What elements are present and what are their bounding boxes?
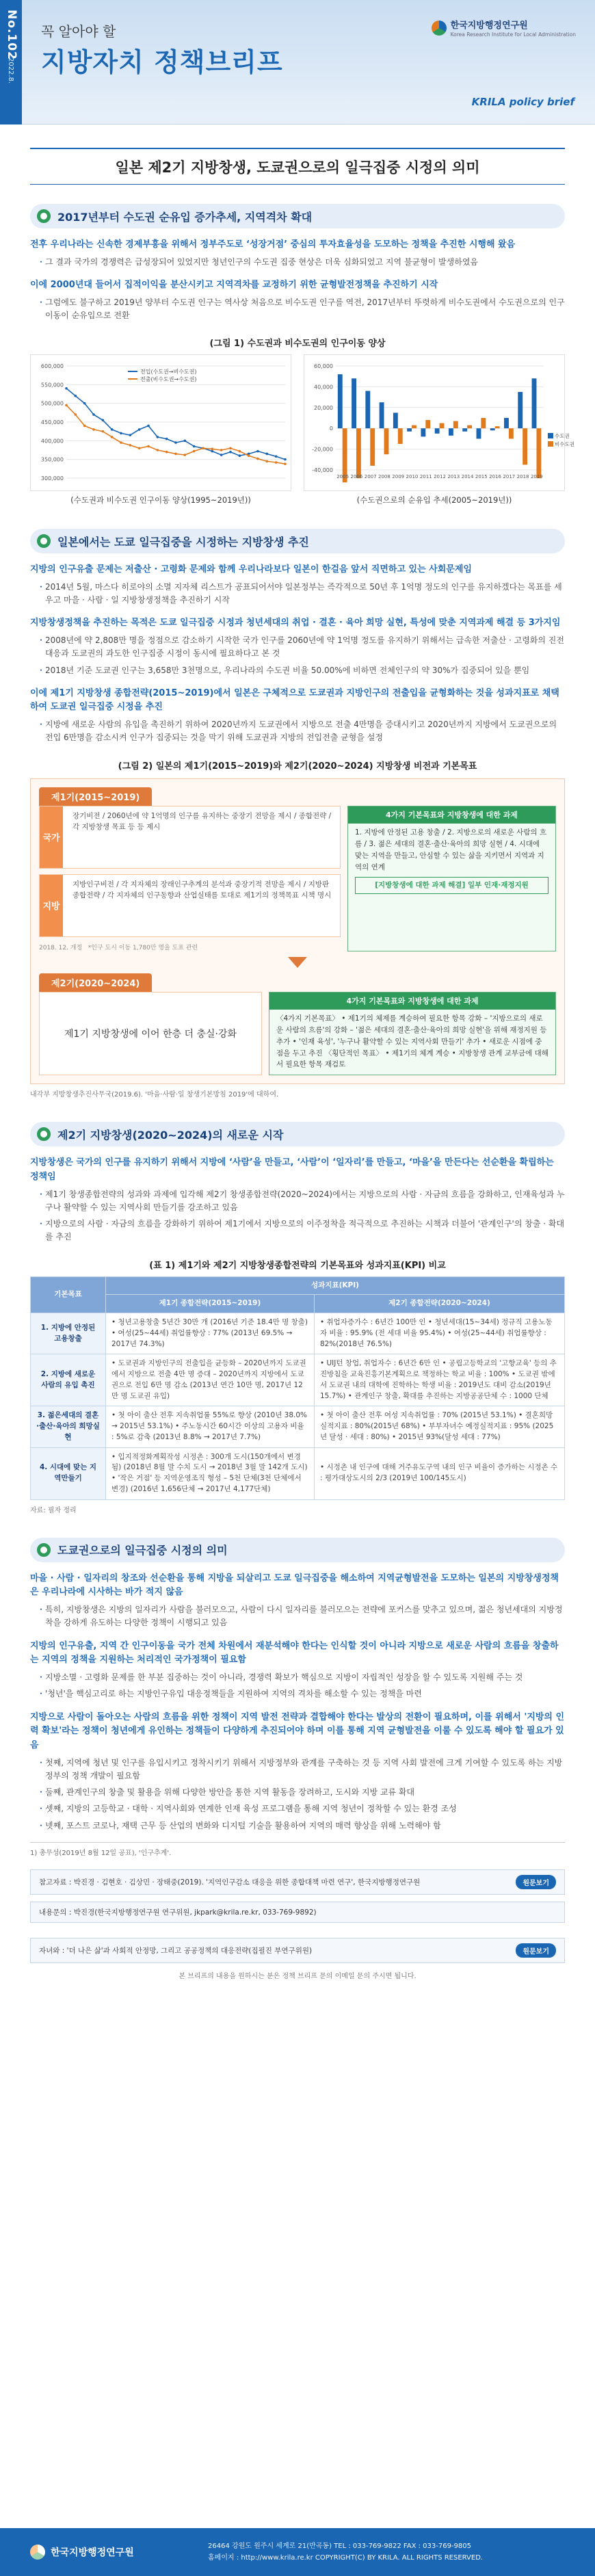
data-point bbox=[266, 460, 269, 463]
table-cell: • UIJ턴 창업, 취업자수 : 6년간 6만 인 • 공립고등학교의 '고향교육' 등의 추진방침을 교육진흥기본계획으로 책정하는 학교 비율 : 100% • 도쿄권 밖에서 도쿄권 내의 대학에 진학하는 학생 비율 : 2019년도 대비 감소(2019년 15.7%) • 관계인구 창출, 확대를 추진하는 지방공공단체 수 : 1000 단체 bbox=[314, 1354, 564, 1406]
goals-footer: [지방창생에 대한 과제 해결] 일부 인재·재정지원 bbox=[355, 877, 548, 894]
issue-date: 2022.8. bbox=[7, 57, 14, 84]
org-name: 한국지방행정연구원 bbox=[450, 21, 528, 31]
section-heading bbox=[30, 204, 565, 228]
table-cell-goal: 3. 젊은세대의 결혼·출산·육아의 희망실현 bbox=[31, 1406, 106, 1447]
period-1-levels bbox=[39, 806, 341, 951]
data-point bbox=[83, 402, 86, 405]
y-tick-label: 450,000 bbox=[40, 419, 64, 426]
inquiry-box bbox=[30, 1902, 565, 1923]
x-tick-label: 2017 bbox=[503, 474, 516, 480]
y-tick-label: 550,000 bbox=[40, 382, 64, 389]
bullet-text: ・ '청년'을 핵심고리로 하는 지방인구유입 대응정책들을 지원하여 지역의 격차를 해소할 수 있는 정책을 마련 bbox=[30, 1687, 565, 1700]
data-point bbox=[174, 441, 177, 444]
kpi-table bbox=[30, 1276, 565, 1500]
org-logo bbox=[432, 18, 576, 38]
period-2-text: 제1기 지방창생에 이어 한층 더 충실·강화 bbox=[64, 1028, 237, 1040]
section-heading bbox=[30, 1122, 565, 1146]
data-point bbox=[211, 450, 214, 453]
section-heading-text: 2017년부터 수도권 순유입 증가추세, 지역격차 확대 bbox=[57, 210, 313, 224]
data-point bbox=[83, 425, 86, 428]
data-point bbox=[239, 450, 241, 453]
y-tick-label: 350,000 bbox=[40, 456, 64, 463]
bullet-icon bbox=[37, 1127, 51, 1141]
section-2 bbox=[30, 529, 565, 1099]
data-point bbox=[184, 440, 187, 443]
figure-source: 내각부 지방창생추진사무국(2019.6). '마을·사람·일 창생기본방침 2019'에 대하여. bbox=[30, 1091, 279, 1099]
y-tick-label: -20,000 bbox=[312, 446, 333, 453]
data-point bbox=[275, 461, 278, 464]
data-point bbox=[193, 445, 196, 448]
goals-heading: 4가지 기본목표와 지방창생에 대한 과제 bbox=[269, 993, 555, 1010]
x-tick-label: 2013 bbox=[447, 474, 460, 480]
bar bbox=[490, 428, 495, 430]
data-point bbox=[166, 438, 168, 441]
bullet-text: ・ 그 결과 국가의 경쟁력은 급성장되어 있었지만 청년인구의 수도권 집중 현상은 더욱 심화되었고 지역 불균형이 발생하였음 bbox=[30, 256, 565, 269]
bullet-text: ・ 첫째, 지역에 청년 및 인구를 유입시키고 정착시키기 위해서 지방정부와 관계를 구축하는 것 등 지역 사회 발전에 크게 기여할 수 있도록 하는 지방정부의 정책 개발이 필요함 bbox=[30, 1757, 565, 1783]
view-original-button[interactable]: 원문보기 bbox=[516, 1943, 556, 1958]
bar bbox=[509, 428, 514, 438]
goals-list: 1. 지방에 안정된 고용 창출 / 2. 지방으로의 새로운 사람의 흐름 / 3. 젊은 세대의 결혼·출산·육아의 희망 실현 / 4. 시대에 맞는 지역을 만들고, 안심할 수 있는 삶을 지키면서 지역과 지역의 연계 bbox=[355, 828, 547, 871]
bar bbox=[356, 428, 361, 478]
lead-text: 지방의 인구유출, 지역 간 인구이동을 국가 전체 차원에서 재분석해야 한다는 인식할 것이 아니라 지방으로 새로운 사람의 흐름을 창출하는 지역의 정책을 지원하는 처리적인 국가정책이 필요함 bbox=[30, 1640, 559, 1666]
x-tick-label: 2014 bbox=[461, 474, 474, 480]
diagram-note-1: 2018. 12. 개정 bbox=[39, 944, 83, 951]
org-english-name: Korea Research Institute for Local Administration bbox=[450, 31, 576, 38]
x-tick-label: 2012 bbox=[434, 474, 446, 480]
section-1 bbox=[30, 204, 574, 505]
subscription-note: 본 브리프의 내용을 원하시는 분은 정책 브리프 문의 이메일 문의 주시면 됩니다. bbox=[178, 1972, 416, 1980]
bar bbox=[532, 378, 537, 428]
data-point bbox=[220, 449, 223, 451]
bar bbox=[365, 391, 370, 429]
bullet-icon bbox=[37, 534, 51, 548]
bullet-text: ・ 셋째, 지방의 고등학교 · 대학 · 지역사회와 연계한 인재 육성 프로그램을 통해 지역 청년이 정착할 수 있는 환경 조성 bbox=[30, 1802, 565, 1815]
legend-swatch bbox=[548, 441, 553, 447]
bar bbox=[477, 428, 481, 438]
y-tick-label: 20,000 bbox=[314, 404, 333, 411]
bar bbox=[384, 428, 389, 454]
lead-text: 전후 우리나라는 신속한 경제부흥을 위해서 정부주도로 ‘성장거점’ 중심의 투자효율성을 도모하는 정책을 추진한 시행해 왔음 bbox=[30, 239, 516, 250]
bullet-text: ・ 둘째, 관계인구의 창출 및 활용을 위해 다양한 방안을 통한 지역 활동을 장려하고, 도시와 지방 교류 확대 bbox=[30, 1786, 565, 1799]
figure-title: (그림 2) 일본의 제1기(2015~2019)와 제2기(2020~2024) 지방창생 비전과 기본목표 bbox=[118, 761, 477, 772]
data-point bbox=[220, 454, 223, 456]
data-point bbox=[248, 455, 250, 458]
reference-box bbox=[30, 1869, 565, 1895]
goals-heading: 4가지 기본목표와 지방창생에 대한 과제 bbox=[348, 806, 555, 824]
data-point bbox=[157, 436, 159, 438]
bullet-text: ・ 지방에 새로운 사람의 유입을 촉진하기 위하여 2020년까지 도쿄권에서 지방으로 전출 4만명을 증대시키고 2020년까지 지방에서 도쿄권으로의 전입 6만명을 감소시켜 인구가 집중되는 것을 막기 위해 도쿄권과 지방의 전입전출 균형을 설정 bbox=[30, 718, 565, 744]
lead-text: 이에 2000년대 들어서 집적이익을 분산시키고 지역격차를 교정하기 위한 균형발전정책을 추진하기 시작 bbox=[30, 279, 438, 290]
bar bbox=[462, 428, 467, 432]
bullet-text: ・ 지방으로의 사람 · 자금의 흐름을 강화하기 위하여 제1기에서 지방으로의 이주정착을 적극적으로 추진하는 시책과 더불어 '관계인구'의 창출 · 확대를 추진 bbox=[30, 1218, 565, 1244]
table-header-goal: 기본목표 bbox=[31, 1276, 106, 1313]
x-tick-label: 2010 bbox=[406, 474, 419, 480]
footer-info bbox=[208, 2540, 483, 2564]
data-point bbox=[157, 449, 159, 451]
footer-web: 홈페이지 : http://www.krila.re.kr COPYRIGHT(C) BY KRILA. ALL RIGHTS RESERVED. bbox=[208, 2554, 484, 2562]
bar-chart bbox=[304, 354, 574, 491]
data-point bbox=[120, 432, 122, 435]
inquiry-text: 내용문의 : 박진경(한국지방행정연구원 연구위원, jkpark@krila.re.kr, 033-769-9892) bbox=[39, 1908, 317, 1917]
data-point bbox=[75, 395, 77, 397]
legend-label: 수도권 bbox=[555, 433, 570, 440]
goals-list: 〈4가지 기본목표〉 • 제1기의 체제를 계승하여 필요한 항목 강화 – '지방으로의 새로운 사람의 흐름'의 강화 – '젊은 세대의 결혼·출산·육아의 희망 실현'을 위해 재정지원 등 추가 • '인재 육성', '누구나 활약할 수 있는 지역사회 만들기' 추가 • 새로운 시점에 중점을 두고 추진 〈횡단적인 목표〉 • 제1기의 체계 계승 • 지방창생 관계 교부금에 대해서 필요한 항목 재검토 bbox=[276, 1014, 548, 1069]
local-text: 지방인구비전 / 각 지자체의 장래인구추계의 분석과 중장기적 전망을 제시 / 지방판 종합전략 / 각 지자체의 인구동향과 산업실태를 토대로 제1기의 정책목표 시책 명시 bbox=[72, 880, 332, 899]
x-tick-label: 2011 bbox=[419, 474, 432, 480]
y-tick-label: 300,000 bbox=[40, 475, 64, 482]
data-point bbox=[102, 419, 105, 422]
issue-strip bbox=[0, 0, 22, 124]
data-point bbox=[102, 430, 105, 433]
vision-diagram bbox=[30, 778, 565, 1085]
bar bbox=[421, 428, 425, 436]
table-header-kpi: 성과지표(KPI) bbox=[106, 1276, 565, 1295]
data-point bbox=[256, 458, 259, 460]
x-tick-label: 2007 bbox=[364, 474, 377, 480]
footer bbox=[0, 2528, 595, 2576]
table-cell: • 취업자증가수 : 6년간 100만 인 • 청년세대(15~34세) 정규직 고용노동자 비율 : 95.9% (전 세대 비율 95.4%) • 여성(25~44세) 취업률향상 : 82%(2018년 76.5%) bbox=[314, 1313, 564, 1354]
national-label: 국가 bbox=[40, 806, 63, 868]
bar bbox=[370, 428, 375, 466]
chart-left bbox=[30, 354, 291, 505]
data-point bbox=[256, 450, 259, 453]
bullet-text: ・ 특히, 지방창생은 지방의 일자리가 사람을 불러모으고, 사람이 다시 일자리를 불러모으는 전략에 포커스를 맞추고 있으며, 젊은 청년세대의 지방정착을 강하게 유도하는 다양한 정책이 시행되고 있음 bbox=[30, 1603, 565, 1629]
bar bbox=[412, 425, 416, 429]
data-point bbox=[193, 450, 196, 453]
data-point bbox=[129, 444, 132, 447]
y-tick-label: 60,000 bbox=[314, 363, 333, 370]
issue-number: No.102 bbox=[5, 10, 18, 60]
period-1-tag: 제1기(2015~2019) bbox=[39, 787, 152, 806]
table-cell-goal: 2. 지방에 새로운 사람의 유입 촉진 bbox=[31, 1354, 106, 1406]
table-cell: • 첫 아이 출산 전후 지속취업률 55%로 향상 (2010년 38.0% → 2015년 53.1%) • 주노동시간 60시간 이상의 고용자 비율 : 5%로 감축 (2013년 8.8% → 2017년 7.7%) bbox=[106, 1406, 315, 1447]
data-point bbox=[129, 434, 132, 436]
y-tick-label: 40,000 bbox=[314, 384, 333, 391]
table-cell: • 시정촌 내 인구에 대해 거주유도구역 내의 인구 비율이 증가하는 시정촌 수 : 평가대상도시의 2/3 (2019년 100/145도시) bbox=[314, 1447, 564, 1499]
figure-title: (그림 1) 수도권과 비수도권의 인구이동 양상 bbox=[209, 339, 386, 350]
bullet-text: ・ 2008년에 약 2,808만 명을 정점으로 감소하기 시작한 국가 인구를 2060년에 약 1억명 정도를 유지하기 위해서는 급속한 저출산 · 고령화의 진전 대응과 도쿄권의 과도한 인구집중 시정이 동시에 필요하다고 본 것 bbox=[30, 634, 565, 660]
header bbox=[0, 0, 595, 124]
related-box bbox=[30, 1938, 565, 1963]
bullet-text: ・ 2018년 기준 도쿄권 인구는 3,658만 3천명으로, 우리나라의 수도권 비율 50.00%에 비하면 전체인구의 약 30%가 집중되어 있을 뿐임 bbox=[30, 664, 565, 677]
bullet-text: ・ 2014년 5월, 마스다 히로야의 소멸 지자체 리스트가 공표되어서야 일본정부는 즉각적으로 50년 후 1억명 정도의 인구를 유지하겠다는 목표를 세우고 마을 · 사람 · 일 지방창생정책을 추진하기 시작 bbox=[30, 581, 565, 607]
local-label: 지방 bbox=[40, 875, 63, 936]
bar bbox=[495, 426, 500, 428]
header-subtitle: 꼭 알아야 할 bbox=[41, 23, 116, 40]
main-title: 일본 제2기 지방창생, 도쿄권으로의 일극집중 시정의 의미 bbox=[30, 148, 565, 185]
data-point bbox=[284, 458, 287, 461]
bar bbox=[380, 402, 384, 428]
table-cell: • 첫 아이 출산 전후 여성 지속취업률 : 70% (2015년 53.1%) • 결혼희망실적지표 : 80%(2015년 68%) • 부부자녀수 예정실적지표 : 95% (2025년 달성 · 세대 : 80%) • 2015년 93%(달성 세대 : 77%) bbox=[314, 1406, 564, 1447]
lead-text: 지방의 인구유출 문제는 저출산 · 고령화 문제와 함께 우리나라보다 일본이 한걸음 앞서 직면하고 있는 사회문제임 bbox=[30, 564, 472, 575]
section-heading-text: 제2기 지방창생(2020~2024)의 새로운 시작 bbox=[57, 1128, 284, 1142]
table-row bbox=[31, 1406, 565, 1447]
bar bbox=[449, 428, 453, 436]
y-tick-label: 0 bbox=[329, 425, 333, 432]
data-point bbox=[229, 447, 232, 450]
data-point bbox=[75, 413, 77, 416]
view-original-button[interactable]: 원문보기 bbox=[516, 1875, 556, 1889]
table-row bbox=[31, 1447, 565, 1499]
footnote: 1) 총무성(2019년 8월 12일 공표), '인구추계'. bbox=[30, 1842, 565, 1857]
bar bbox=[481, 418, 486, 428]
local-box bbox=[39, 874, 341, 937]
diagram-note-2: *인구 도시 이동 1,780만 명을 도표 관련 bbox=[88, 944, 198, 951]
lead-text: 지방창생은 국가의 인구를 유지하기 위해서 지방에 ‘사람’을 만들고, ‘사람’이 ‘일자리’를 만들고, ‘마을’을 만든다는 선순환을 확립하는 정책임 bbox=[30, 1157, 554, 1183]
data-point bbox=[184, 454, 187, 456]
table-cell: • 도쿄권과 지방인구의 전출입을 균등화 – 2020년까지 도쿄권에서 지방으로 전출 4만 명 증대 – 2020년까지 지방에서 도쿄권으로 전입 6만 명 감소 (2013년 연간 10만 명, 2017년 12만 명 도쿄권 유입) bbox=[106, 1354, 315, 1406]
bullet-icon bbox=[37, 1543, 51, 1557]
footer-org-name: 한국지방행정연구원 bbox=[51, 2547, 134, 2558]
national-box bbox=[39, 806, 341, 869]
section-heading-text: 일본에서는 도쿄 일극집중을 시정하는 지방창생 추진 bbox=[57, 535, 309, 549]
legend-label: 전출(비수도권→수도권) bbox=[140, 376, 197, 383]
bar bbox=[523, 428, 527, 464]
bullet-text: ・ 지방소멸 · 고령화 문제를 한 부분 집중하는 것이 아니라, 경쟁력 확보가 핵심으로 지방이 자립적인 성장을 할 수 있도록 지원해 주는 것 bbox=[30, 1671, 565, 1684]
bar bbox=[440, 423, 445, 429]
table-cell-goal: 4. 시대에 맞는 지역만들기 bbox=[31, 1447, 106, 1499]
national-text: 장기비전 / 2060년에 약 1억명의 인구를 유지하는 중장기 전망을 제시 / 종합전략 / 각 지방창생 목표 등 등 제시 bbox=[72, 811, 332, 831]
footer-address: 26464 강원도 원주시 세계로 21(반곡동) TEL : 033-769-9822 FAX : 033-769-9805 bbox=[208, 2542, 471, 2550]
bar bbox=[338, 374, 343, 428]
bar bbox=[407, 428, 412, 432]
table-header-p1: 제1기 종합전략(2015~2019) bbox=[106, 1295, 315, 1313]
section-heading bbox=[30, 1538, 565, 1562]
bullet-icon bbox=[37, 209, 51, 223]
x-tick-label: 2016 bbox=[489, 474, 501, 480]
y-tick-label: 600,000 bbox=[40, 363, 64, 370]
brand-label: KRILA policy brief bbox=[471, 96, 574, 108]
data-point bbox=[65, 387, 68, 390]
period-2-tag: 제2기(2020~2024) bbox=[39, 973, 152, 992]
data-point bbox=[166, 451, 168, 454]
chart-caption: (수도권과 비수도권 인구이동 양상(1995~2019년)) bbox=[70, 495, 251, 505]
arrow-down-icon bbox=[288, 957, 307, 968]
section-heading bbox=[30, 529, 565, 553]
x-tick-label: 2019 bbox=[530, 474, 543, 480]
data-point bbox=[239, 455, 241, 458]
data-point bbox=[138, 428, 141, 431]
data-point bbox=[147, 425, 150, 428]
bar bbox=[425, 420, 430, 428]
bar bbox=[467, 425, 472, 429]
org-logo-icon bbox=[432, 21, 447, 36]
section-4 bbox=[30, 1538, 565, 1980]
data-point bbox=[275, 456, 278, 458]
data-point bbox=[229, 451, 232, 454]
data-point bbox=[211, 448, 214, 451]
lead-text: 이에 제1기 지방창생 종합전략(2015~2019)에서 일본은 구체적으로 도쿄권과 지방인구의 전출입을 균형화하는 것을 성과지표로 채택하여 도쿄권 일극집중 시정을 추진 bbox=[30, 687, 559, 713]
data-point bbox=[284, 463, 287, 466]
bullet-text: ・ 넷째, 포스트 코로나, 재택 근무 등 산업의 변화와 디지털 기술을 활용하여 지역의 매력 향상을 위해 노력해야 함 bbox=[30, 1819, 565, 1832]
period-1-row bbox=[39, 806, 556, 951]
reference-text: 참고자료 : 박진경 · 김현호 · 김상민 · 장태중(2019). '지역인구감소 대응을 위한 종합대책 마련 연구', 한국지방행정연구원 bbox=[39, 1878, 421, 1887]
legend-label: 비수도권 bbox=[555, 441, 574, 448]
line-chart bbox=[30, 354, 291, 491]
header-title: 지방자치 정책브리프 bbox=[41, 47, 283, 77]
chart-right bbox=[304, 354, 574, 505]
table-cell: • 입지적정화계획작성 시정촌 : 300개 도시(150개에서 변경됨) (2018년 8월 말 수치 도시 → 2018년 3월 말 142개 도시) • '작은 거점' 등 지역운영조직 형성 – 5천 단체(3천 단체에서 변경) (2016년 1,656단체 → 2017년 4,177단체) bbox=[106, 1447, 315, 1499]
table-cell: • 청년고용창출 5년간 30만 개 (2016년 기준 18.4만 명 창출) • 여성(25~44세) 취업률향상 : 77% (2013년 69.5% → 2017년 74.3%) bbox=[106, 1313, 315, 1354]
bar bbox=[504, 418, 509, 428]
y-tick-label: -40,000 bbox=[312, 467, 333, 474]
x-tick-label: 2009 bbox=[392, 474, 405, 480]
section-heading-text: 도쿄권으로의 일극집중 시정의 의미 bbox=[57, 1544, 228, 1558]
figure-charts bbox=[30, 354, 574, 505]
series-line bbox=[66, 406, 285, 464]
period-2-goals bbox=[269, 992, 556, 1076]
chart-caption: (수도권으로의 순유입 추세(2005~2019년)) bbox=[356, 495, 512, 505]
bar bbox=[393, 413, 398, 429]
period-2-row bbox=[39, 992, 556, 1076]
data-point bbox=[202, 447, 204, 450]
x-tick-label: 2018 bbox=[516, 474, 529, 480]
section-3 bbox=[30, 1122, 565, 1514]
x-tick-label: 2006 bbox=[350, 474, 363, 480]
diagram-note bbox=[39, 943, 341, 951]
y-tick-label: 400,000 bbox=[40, 438, 64, 445]
x-tick-label: 2008 bbox=[378, 474, 391, 480]
related-text: 자녀와 : '더 나은 삶'과 사회적 안정망, 그리고 공공정책의 대응전략(집필진 부연구위원) bbox=[39, 1946, 313, 1955]
bar bbox=[398, 428, 403, 444]
table-source: 자료: 필자 정리 bbox=[30, 1506, 77, 1514]
footer-logo bbox=[30, 2545, 208, 2560]
data-point bbox=[111, 436, 114, 438]
bar bbox=[536, 428, 541, 478]
table-cell-goal: 1. 지방에 안정된 고용창출 bbox=[31, 1313, 106, 1354]
series-line bbox=[66, 389, 285, 460]
bar bbox=[518, 392, 523, 428]
y-tick-label: 500,000 bbox=[40, 400, 64, 407]
org-logo-icon bbox=[30, 2545, 45, 2560]
bar bbox=[453, 421, 458, 429]
data-point bbox=[147, 445, 150, 448]
data-point bbox=[174, 453, 177, 456]
table-row bbox=[31, 1313, 565, 1354]
data-point bbox=[138, 447, 141, 450]
table-row bbox=[31, 1354, 565, 1406]
data-point bbox=[120, 441, 122, 444]
x-tick-label: 2015 bbox=[475, 474, 488, 480]
x-tick-label: 2005 bbox=[336, 474, 349, 480]
lead-text: 지방으로 사람이 돌아오는 사람의 흐름을 위한 정책이 지역 발전 전략과 결합해야 한다는 발상의 전환이 필요하며, 이를 위해서 '지방의 인력 확보'라는 정책이 청년에게 유인하는 정책들이 다양하게 추진되어야 하며 이를 통해 지역 균형발전을 이룰 수 있도록 해야 할 필요가 있음 bbox=[30, 1711, 565, 1751]
data-point bbox=[92, 428, 95, 431]
bar bbox=[352, 378, 356, 428]
bullet-text: ・ 제1기 창생종합전략의 성과와 과제에 입각해 제2기 창생종합전략(2020~2024)에서는 지방으로의 사람 · 자금의 흐름을 강화하고, 인재육성과 누구나 활약할 수 있는 지역사회 만들기를 강조하고 있음 bbox=[30, 1188, 565, 1214]
period-2-box bbox=[39, 992, 262, 1076]
lead-text: 지방창생정책을 추진하는 목적은 도쿄 일극집중 시정과 청년세대의 취업 · 결혼 · 육아 희망 실현, 특성에 맞춘 지역과제 해결 등 3가지임 bbox=[30, 618, 561, 629]
bullet-text: ・ 그럼에도 불구하고 2019년 양부터 수도권 인구는 역사상 처음으로 비수도권 인구를 역전, 2017년부터 뚜렷하게 비수도권에서 수도권으로의 인구이동이 순유입으로 전환 bbox=[30, 296, 565, 322]
table-title: (표 1) 제1기와 제2기 지방창생종합전략의 기본목표와 성과지표(KPI) 비교 bbox=[149, 1260, 446, 1271]
lead-text: 마을 · 사람 · 일자리의 창조와 선순환을 통해 지방을 되살리고 도쿄 일극집중을 해소하여 지역균형발전을 도모하는 일본의 지방창생정책은 우리나라에 시사하는 바가 적지 않음 bbox=[30, 1573, 559, 1598]
data-point bbox=[266, 453, 269, 456]
data-point bbox=[111, 428, 114, 431]
bar bbox=[435, 428, 440, 434]
data-point bbox=[92, 413, 95, 416]
legend-label: 전입(수도권→비수도권) bbox=[140, 369, 197, 376]
table-header-p2: 제2기 종합전략(2020~2024) bbox=[314, 1295, 564, 1313]
data-point bbox=[65, 404, 68, 407]
legend-swatch bbox=[548, 433, 553, 438]
period-1-goals bbox=[347, 806, 556, 951]
